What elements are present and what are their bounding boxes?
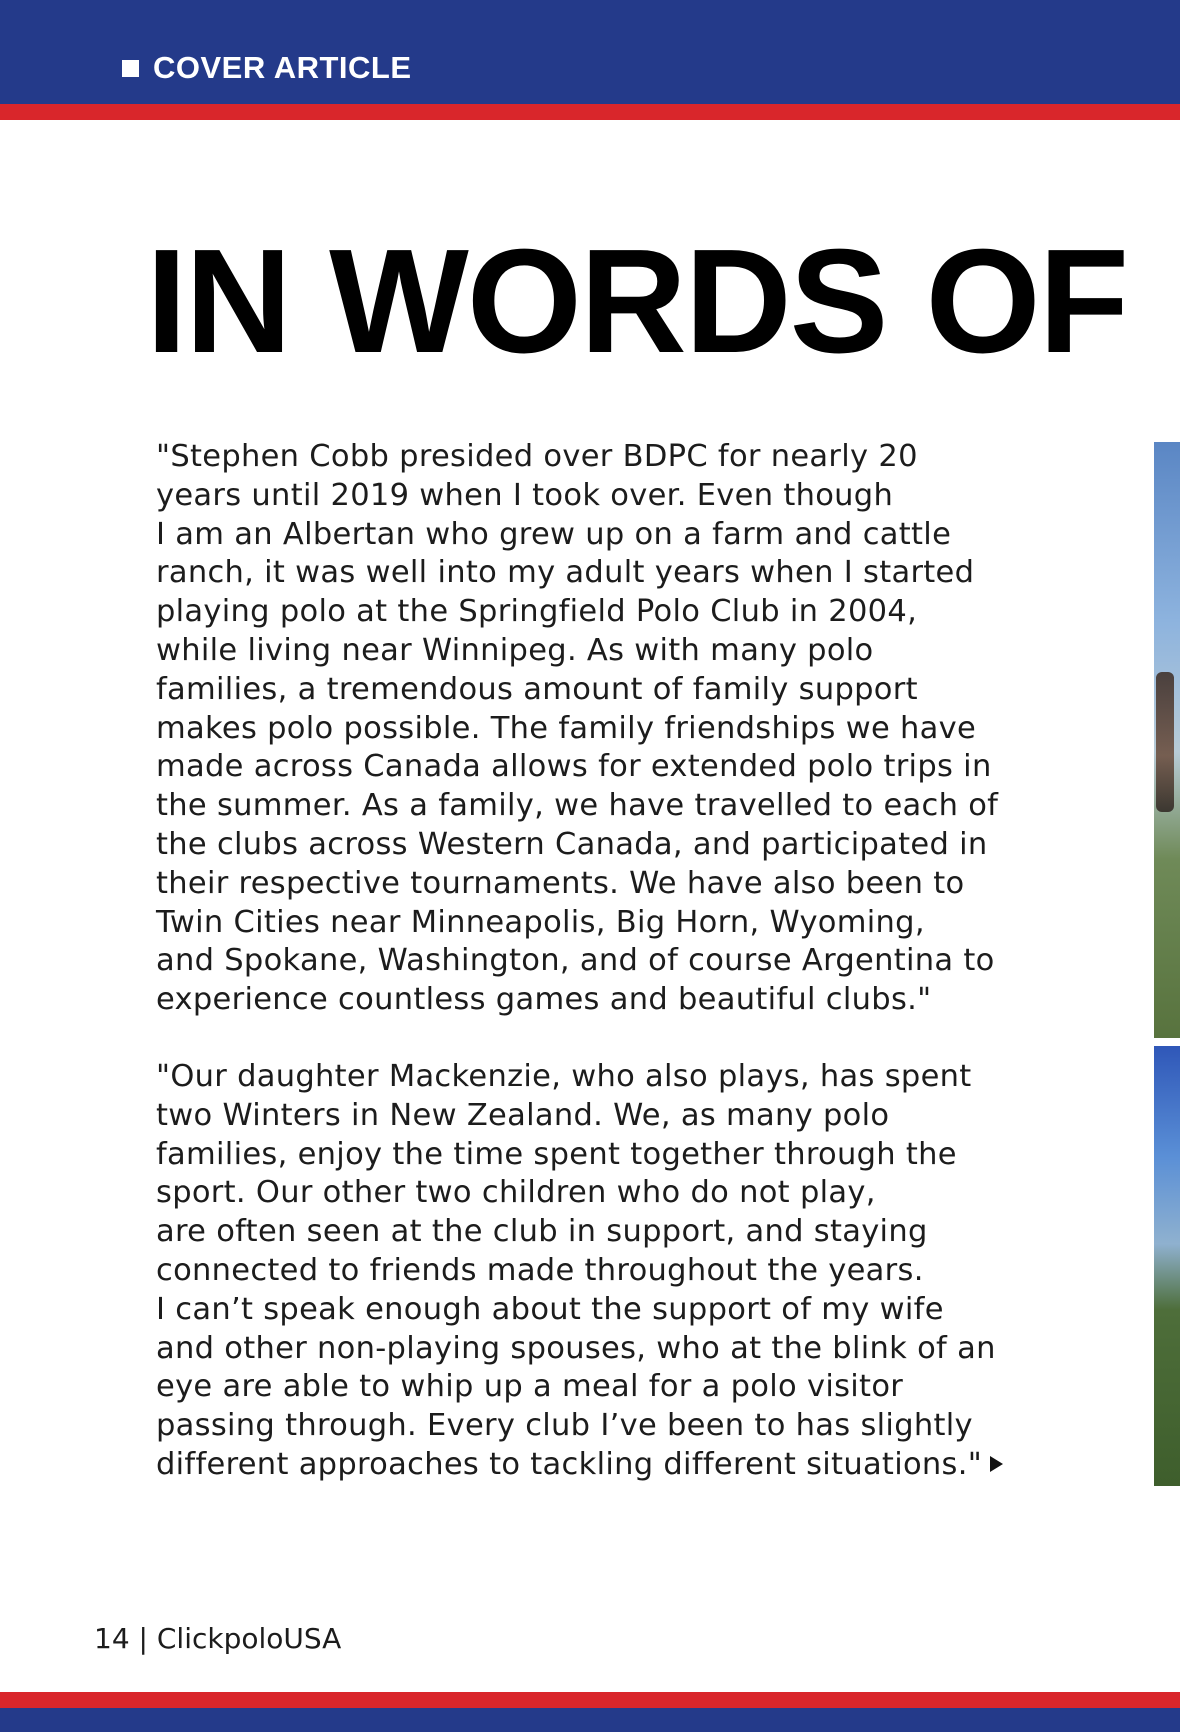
section-label	[122, 50, 412, 86]
section-label-text: COVER ARTICLE	[153, 50, 412, 85]
article-paragraph-last	[156, 1058, 1036, 1485]
horse-rider-figure	[1156, 672, 1174, 812]
article-headline: IN WORDS OF	[146, 219, 1128, 384]
article-paragraph: "Stephen Cobb presided over BDPC for nearly 20 years until 2019 when I took over. Even though I am an Albertan who grew up on a farm and cattle ranch, it was well into my adult years when I started playing polo at the Springfield Polo Club in 2004, while living near Winnipeg. As with many polo families, a tremendous amount of family support makes polo possible. The family friendships we have made across Canada allows for extended polo trips in the summer. As a family, we have travelled to each of the clubs across Western Canada, and participated in their respective tournaments. We have also been to Twin Cities near Minneapolis, Big Horn, Wyoming, and Spokane, Washington, and of course Argentina to experience countless games and beautiful clubs."	[156, 439, 999, 1018]
polo-photo-bottom	[1154, 1046, 1180, 1486]
header-red-stripe	[0, 104, 1180, 120]
square-icon	[122, 60, 139, 77]
page-footer: 14 | ClickpoloUSA	[94, 1622, 342, 1655]
arrow-right-icon	[990, 1456, 1003, 1472]
footer-band	[0, 1708, 1180, 1732]
polo-photo-top	[1154, 442, 1180, 1038]
article-paragraph-text: "Our daughter Mackenzie, who also plays, has spent two Winters in New Zealand. We, as many polo families, enjoy the time spent together through the sport. Our other two children who do not play, are often seen at the club in support, and staying connected to friends made throughout the years. I can’t speak enough about the support of my wife and other non-playing spouses, who at the blink of an eye are able to whip up a meal for a polo visitor passing through. Every club I’ve been to has slightly different approaches to tackling different situations."	[156, 1058, 996, 1482]
article-body	[156, 438, 1036, 1523]
footer-red-stripe	[0, 1692, 1180, 1708]
